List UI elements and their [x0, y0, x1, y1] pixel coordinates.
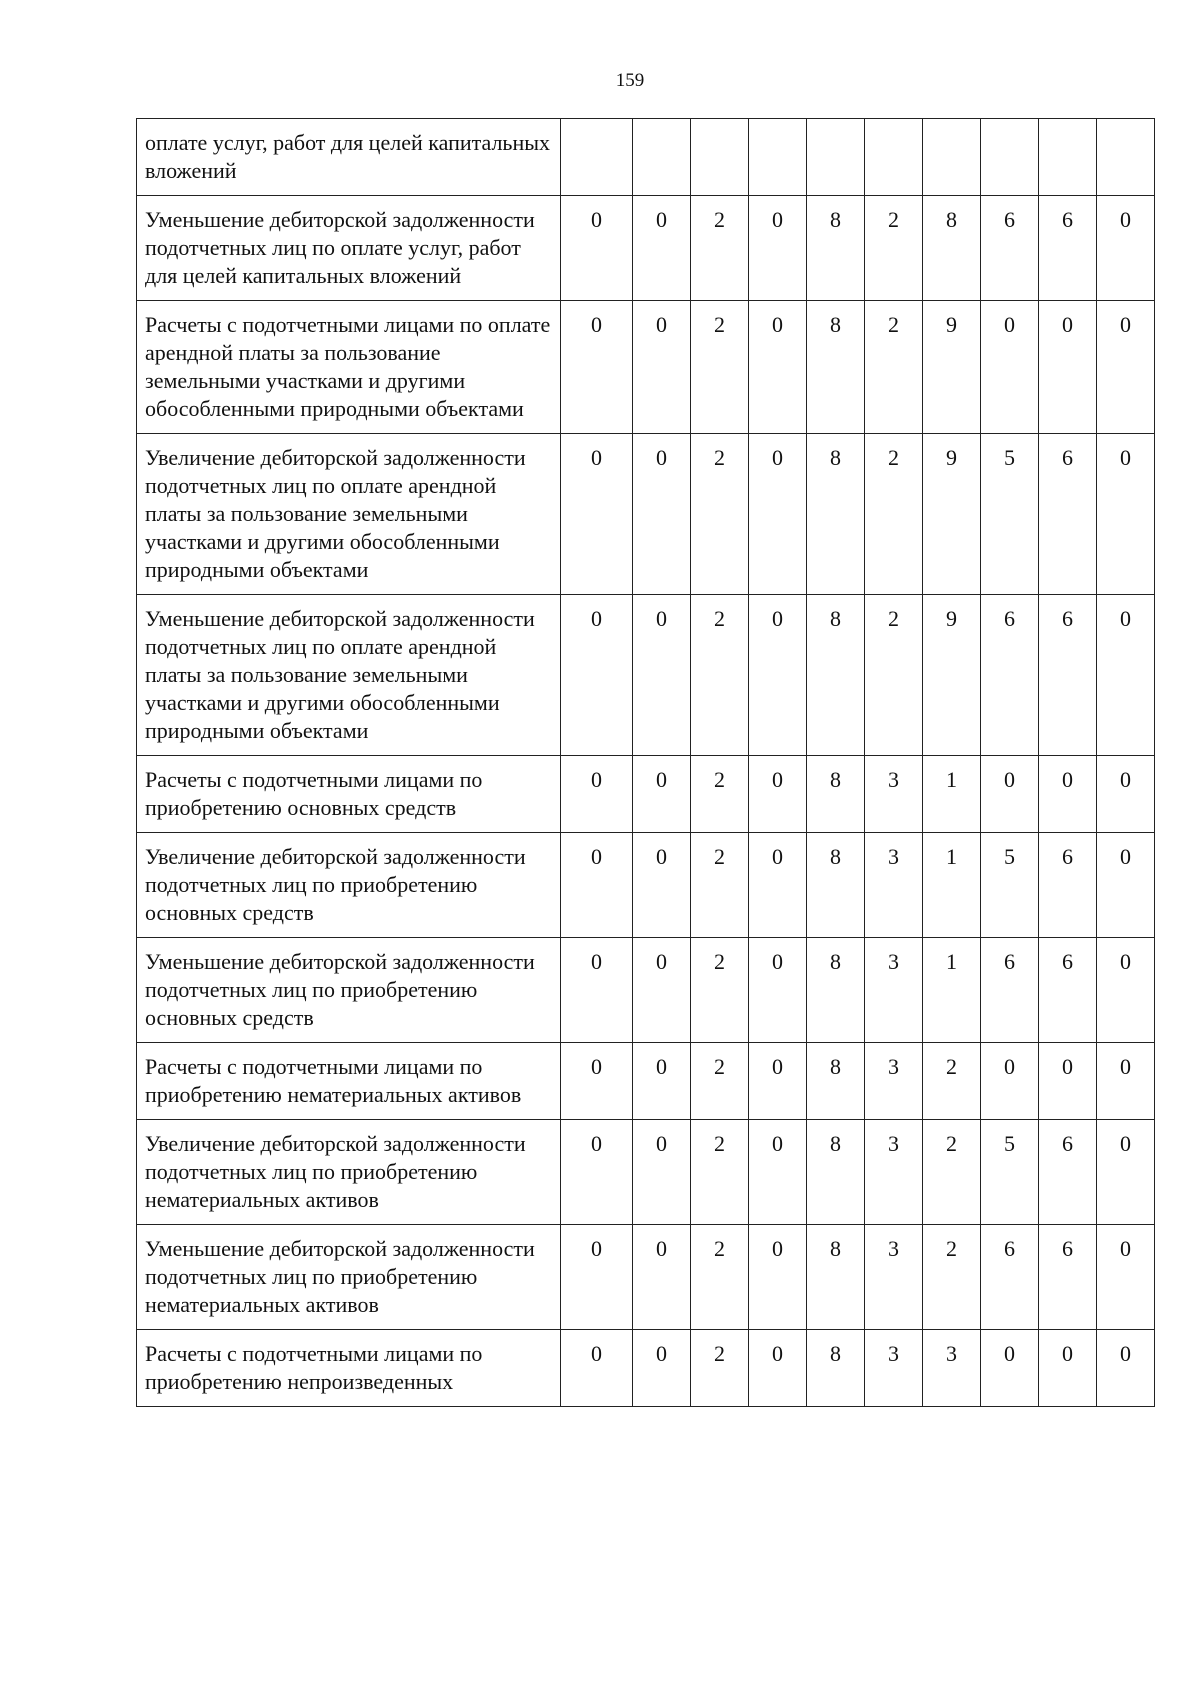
code-digit-cell: 2 [923, 1043, 981, 1120]
code-digit-cell: 2 [691, 756, 749, 833]
code-digit-cell: 0 [1039, 1043, 1097, 1120]
code-digit-cell: 6 [1039, 833, 1097, 938]
code-digit-cell: 9 [923, 595, 981, 756]
code-digit-cell: 6 [981, 196, 1039, 301]
account-name-cell: Увеличение дебиторской задолженности подотчетных лиц по оплате арендной платы за пользование земельными участками и другими обособленными природными объектами [137, 434, 561, 595]
code-digit-cell: 8 [807, 1330, 865, 1407]
code-digit-cell: 0 [749, 756, 807, 833]
code-digit-cell: 2 [691, 833, 749, 938]
code-digit-cell: 0 [981, 301, 1039, 434]
code-digit-cell: 6 [1039, 434, 1097, 595]
code-digit-cell: 2 [691, 938, 749, 1043]
code-digit-cell: 0 [1039, 756, 1097, 833]
code-digit-cell: 0 [749, 938, 807, 1043]
code-digit-cell: 0 [633, 1330, 691, 1407]
table-row [137, 434, 1155, 595]
code-digit-cell: 6 [1039, 595, 1097, 756]
code-digit-cell: 2 [865, 434, 923, 595]
code-digit-cell: 0 [749, 595, 807, 756]
code-digit-cell: 2 [865, 301, 923, 434]
table-row [137, 1225, 1155, 1330]
code-digit-cell: 8 [807, 434, 865, 595]
code-digit-cell: 5 [981, 833, 1039, 938]
code-digit-cell [691, 119, 749, 196]
code-digit-cell: 2 [691, 1330, 749, 1407]
code-digit-cell: 0 [1097, 1120, 1155, 1225]
code-digit-cell: 0 [633, 833, 691, 938]
code-digit-cell: 8 [807, 301, 865, 434]
code-digit-cell: 6 [981, 1225, 1039, 1330]
code-digit-cell: 0 [1097, 301, 1155, 434]
code-digit-cell: 3 [865, 756, 923, 833]
account-name-cell: Расчеты с подотчетными лицами по оплате арендной платы за пользование земельными участками и другими обособленными природными объектами [137, 301, 561, 434]
account-name-cell: оплате услуг, работ для целей капитальных вложений [137, 119, 561, 196]
code-digit-cell: 0 [561, 1043, 633, 1120]
code-digit-cell: 0 [633, 756, 691, 833]
code-digit-cell: 0 [749, 1330, 807, 1407]
account-name-cell: Уменьшение дебиторской задолженности подотчетных лиц по оплате арендной платы за пользование земельными участками и другими обособленными природными объектами [137, 595, 561, 756]
account-name-cell: Уменьшение дебиторской задолженности подотчетных лиц по оплате услуг, работ для целей капитальных вложений [137, 196, 561, 301]
code-digit-cell: 0 [749, 301, 807, 434]
code-digit-cell: 0 [1039, 1330, 1097, 1407]
code-digit-cell: 3 [865, 1225, 923, 1330]
code-digit-cell: 0 [981, 1043, 1039, 1120]
table-row [137, 595, 1155, 756]
table-row [137, 756, 1155, 833]
code-digit-cell: 2 [691, 434, 749, 595]
account-name-cell: Расчеты с подотчетными лицами по приобретению непроизведенных [137, 1330, 561, 1407]
page-number: 159 [615, 70, 645, 91]
code-digit-cell: 0 [561, 196, 633, 301]
code-digit-cell: 0 [1097, 833, 1155, 938]
code-digit-cell: 3 [865, 1330, 923, 1407]
table-row [137, 1120, 1155, 1225]
code-digit-cell: 9 [923, 434, 981, 595]
code-digit-cell: 2 [865, 595, 923, 756]
accounts-table [136, 118, 1155, 1407]
code-digit-cell: 2 [691, 1225, 749, 1330]
code-digit-cell: 0 [633, 595, 691, 756]
code-digit-cell: 0 [561, 595, 633, 756]
table-row [137, 119, 1155, 196]
code-digit-cell [749, 119, 807, 196]
code-digit-cell: 6 [1039, 1225, 1097, 1330]
code-digit-cell: 0 [981, 1330, 1039, 1407]
code-digit-cell: 1 [923, 938, 981, 1043]
account-name-cell: Увеличение дебиторской задолженности подотчетных лиц по приобретению основных средств [137, 833, 561, 938]
code-digit-cell: 0 [1097, 196, 1155, 301]
code-digit-cell: 3 [865, 1120, 923, 1225]
code-digit-cell [1097, 119, 1155, 196]
code-digit-cell: 2 [691, 595, 749, 756]
code-digit-cell: 0 [561, 1225, 633, 1330]
code-digit-cell: 3 [923, 1330, 981, 1407]
code-digit-cell: 0 [633, 1225, 691, 1330]
code-digit-cell: 0 [749, 833, 807, 938]
code-digit-cell: 2 [691, 1120, 749, 1225]
code-digit-cell: 8 [807, 938, 865, 1043]
code-digit-cell: 0 [633, 1043, 691, 1120]
account-name-cell: Уменьшение дебиторской задолженности подотчетных лиц по приобретению основных средств [137, 938, 561, 1043]
code-digit-cell: 8 [807, 595, 865, 756]
code-digit-cell: 0 [633, 434, 691, 595]
code-digit-cell: 0 [561, 301, 633, 434]
code-digit-cell: 0 [633, 196, 691, 301]
table-row [137, 1330, 1155, 1407]
code-digit-cell: 0 [1097, 1330, 1155, 1407]
code-digit-cell: 0 [1097, 938, 1155, 1043]
code-digit-cell: 8 [807, 756, 865, 833]
code-digit-cell: 0 [561, 756, 633, 833]
account-name-cell: Уменьшение дебиторской задолженности подотчетных лиц по приобретению нематериальных активов [137, 1225, 561, 1330]
table-row [137, 938, 1155, 1043]
code-digit-cell: 6 [1039, 1120, 1097, 1225]
code-digit-cell: 8 [923, 196, 981, 301]
code-digit-cell: 5 [981, 1120, 1039, 1225]
code-digit-cell: 6 [1039, 938, 1097, 1043]
table-row [137, 301, 1155, 434]
code-digit-cell: 0 [1097, 1043, 1155, 1120]
code-digit-cell: 0 [1097, 1225, 1155, 1330]
code-digit-cell: 0 [561, 1120, 633, 1225]
code-digit-cell: 6 [1039, 196, 1097, 301]
code-digit-cell: 0 [561, 833, 633, 938]
code-digit-cell: 9 [923, 301, 981, 434]
code-digit-cell: 2 [691, 301, 749, 434]
account-name-cell: Расчеты с подотчетными лицами по приобретению основных средств [137, 756, 561, 833]
code-digit-cell: 2 [691, 1043, 749, 1120]
code-digit-cell [923, 119, 981, 196]
code-digit-cell [807, 119, 865, 196]
code-digit-cell: 3 [865, 938, 923, 1043]
code-digit-cell: 0 [561, 434, 633, 595]
code-digit-cell: 5 [981, 434, 1039, 595]
code-digit-cell: 1 [923, 833, 981, 938]
code-digit-cell: 8 [807, 1225, 865, 1330]
code-digit-cell: 6 [981, 595, 1039, 756]
table-body [137, 119, 1155, 1407]
code-digit-cell: 2 [865, 196, 923, 301]
code-digit-cell: 3 [865, 833, 923, 938]
code-digit-cell: 0 [749, 196, 807, 301]
table-row [137, 833, 1155, 938]
code-digit-cell: 0 [981, 756, 1039, 833]
code-digit-cell: 0 [561, 938, 633, 1043]
code-digit-cell: 0 [633, 1120, 691, 1225]
code-digit-cell: 1 [923, 756, 981, 833]
code-digit-cell: 0 [749, 434, 807, 595]
code-digit-cell: 2 [923, 1225, 981, 1330]
account-name-cell: Увеличение дебиторской задолженности подотчетных лиц по приобретению нематериальных активов [137, 1120, 561, 1225]
table-row [137, 1043, 1155, 1120]
code-digit-cell: 0 [749, 1043, 807, 1120]
code-digit-cell: 8 [807, 833, 865, 938]
code-digit-cell: 8 [807, 196, 865, 301]
code-digit-cell: 8 [807, 1120, 865, 1225]
code-digit-cell: 0 [1097, 434, 1155, 595]
code-digit-cell: 6 [981, 938, 1039, 1043]
code-digit-cell: 0 [749, 1225, 807, 1330]
code-digit-cell: 0 [633, 938, 691, 1043]
code-digit-cell: 0 [633, 301, 691, 434]
code-digit-cell [981, 119, 1039, 196]
code-digit-cell: 0 [1039, 301, 1097, 434]
code-digit-cell [633, 119, 691, 196]
table-row [137, 196, 1155, 301]
code-digit-cell: 8 [807, 1043, 865, 1120]
code-digit-cell: 0 [749, 1120, 807, 1225]
code-digit-cell: 3 [865, 1043, 923, 1120]
code-digit-cell: 2 [923, 1120, 981, 1225]
code-digit-cell: 0 [1097, 595, 1155, 756]
code-digit-cell [561, 119, 633, 196]
account-name-cell: Расчеты с подотчетными лицами по приобретению нематериальных активов [137, 1043, 561, 1120]
code-digit-cell [865, 119, 923, 196]
code-digit-cell [1039, 119, 1097, 196]
code-digit-cell: 0 [561, 1330, 633, 1407]
code-digit-cell: 0 [1097, 756, 1155, 833]
code-digit-cell: 2 [691, 196, 749, 301]
